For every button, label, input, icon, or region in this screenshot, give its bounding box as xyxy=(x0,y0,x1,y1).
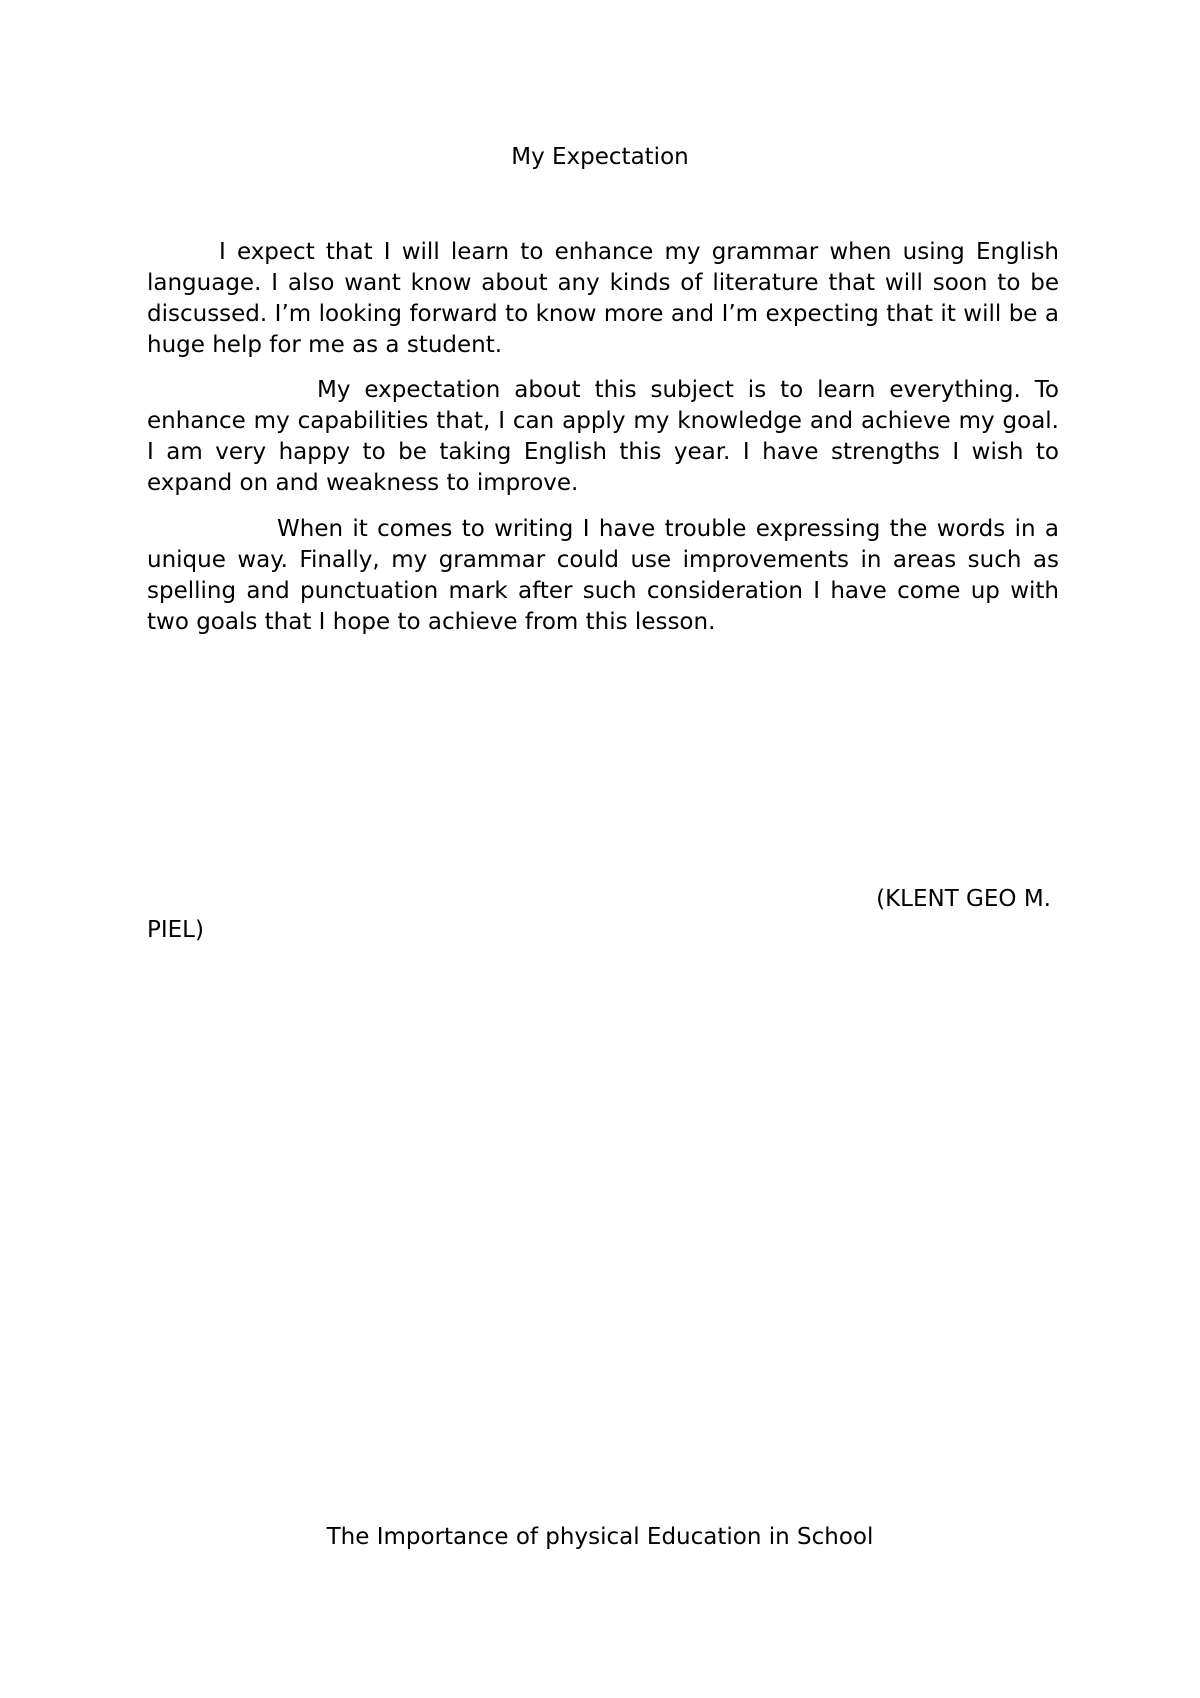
signature-line-1: (KLENT GEO M. xyxy=(876,886,1051,912)
document-title: My Expectation xyxy=(511,144,689,170)
next-section-title: The Importance of physical Education in School xyxy=(326,1524,874,1550)
paragraph-3: When it comes to writing I have trouble expressing the words in a unique way. Finally, my grammar could use improvements in areas such as spelling and punctuation mark after such consideration I have come up with two goals that I hope to achieve from this lesson. xyxy=(147,516,1059,635)
paragraph-2: My expectation about this subject is to learn everything. To enhance my capabilities that, I can apply my knowledge and achieve my goal. I am very happy to be taking English this year. I have strengths I wish to expand on and weakness to improve. xyxy=(147,377,1059,496)
signature-line-2: PIEL) xyxy=(147,917,204,943)
paragraph-1: I expect that I will learn to enhance my grammar when using English language. I also want know about any kinds of literature that will soon to be discussed. I’m looking forward to know more and I’m expecting that it will be a huge help for me as a student. xyxy=(147,239,1059,358)
author-signature xyxy=(147,884,1059,946)
